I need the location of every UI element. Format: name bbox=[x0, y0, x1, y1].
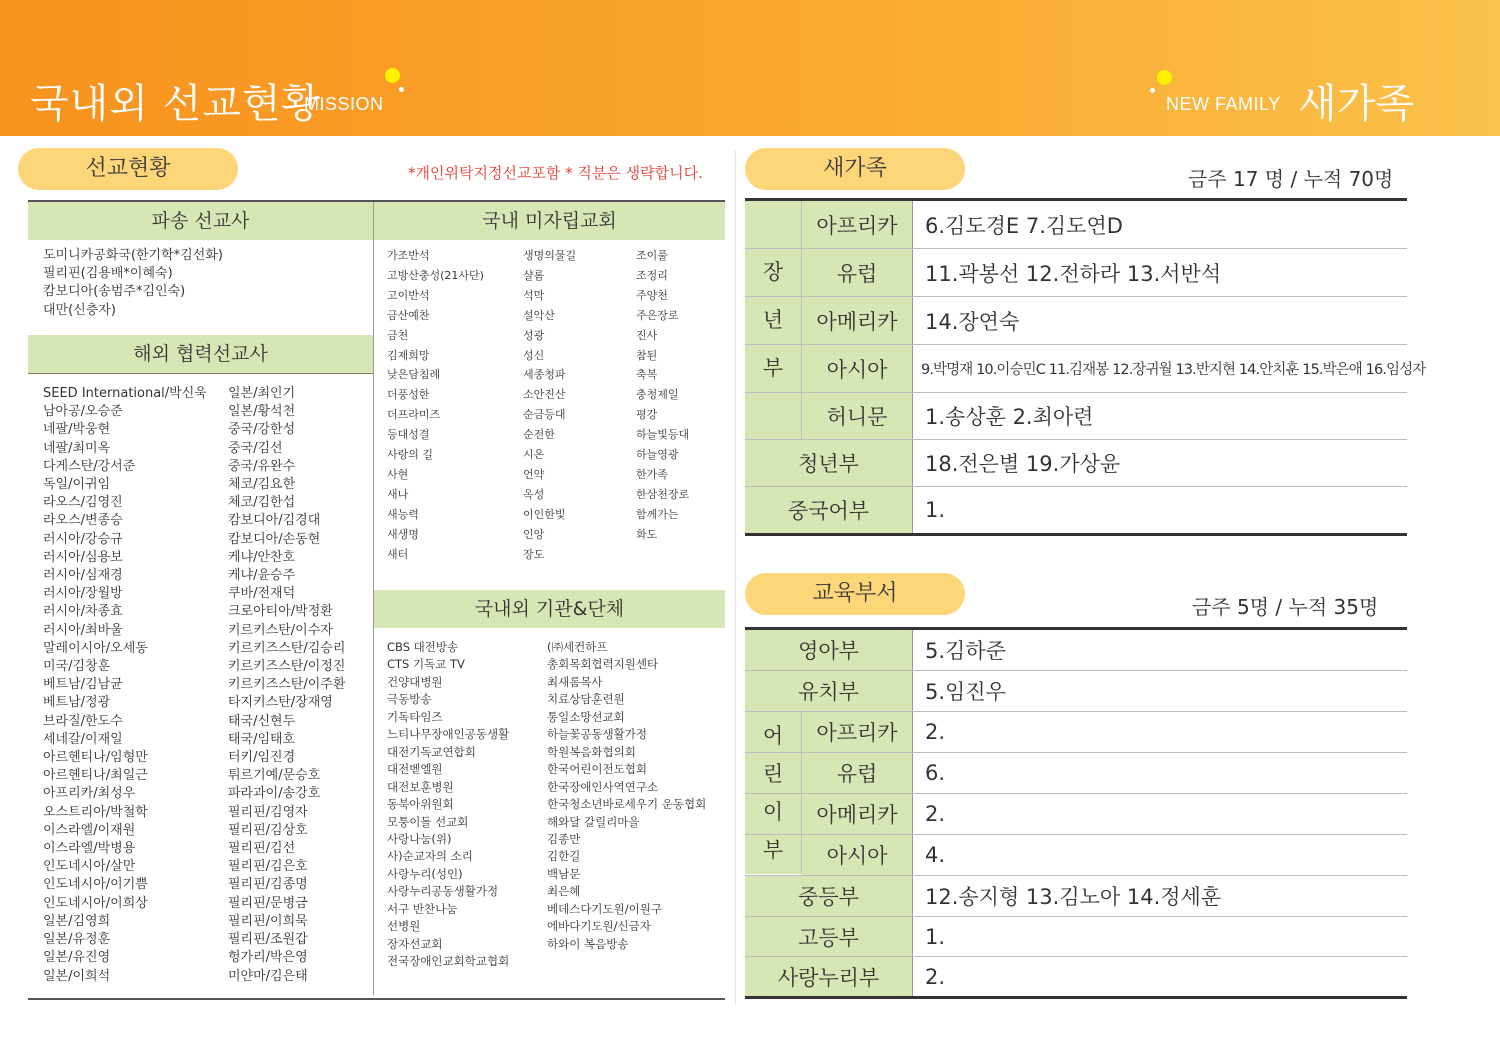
list-item: 샬롬 bbox=[523, 268, 545, 282]
list-item: 네팔/최미옥 bbox=[43, 440, 111, 456]
list-item: 사랑의 길 bbox=[387, 448, 434, 462]
institutions-list-col2 bbox=[547, 639, 706, 953]
white-dot-icon bbox=[1150, 88, 1155, 93]
list-item: 인도네시아/살만 bbox=[43, 859, 136, 875]
list-item: 아르헨티나/최일근 bbox=[43, 768, 148, 784]
mission-section-pill: 선교현황 bbox=[18, 148, 238, 190]
list-item: 생명의물길 bbox=[523, 249, 577, 262]
mission-subtitle: MISSION bbox=[304, 94, 384, 114]
list-item: 옥성 bbox=[523, 487, 545, 501]
list-item: 태국/신현두 bbox=[228, 713, 296, 729]
list-item: 가조반석 bbox=[387, 249, 430, 262]
list-item: 장자선교회 bbox=[387, 936, 443, 951]
table-row: 사랑누리부 2. bbox=[745, 957, 1407, 996]
list-item: 러시아/최바울 bbox=[43, 622, 123, 638]
list-item: 고이반석 bbox=[387, 288, 430, 302]
list-item: 네팔/박웅현 bbox=[43, 422, 111, 438]
list-item: 해와달 갈릴리마을 bbox=[547, 814, 640, 829]
overseas-list-col2 bbox=[228, 385, 345, 986]
page-divider bbox=[735, 150, 736, 1005]
list-item: 인도네시아/이희상 bbox=[43, 895, 148, 911]
list-item: 세종청파 bbox=[523, 368, 566, 382]
list-item: 필리핀/김영자 bbox=[228, 804, 308, 820]
list-item: 한삼천장로 bbox=[636, 487, 690, 501]
list-item: 필리핀/조원갑 bbox=[228, 932, 308, 948]
list-item: 성신 bbox=[523, 348, 545, 362]
table-row: 영아부 5.김하준 bbox=[745, 630, 1407, 671]
list-item: 금산예찬 bbox=[387, 308, 430, 322]
list-item: 함께가는 bbox=[636, 507, 679, 521]
list-item: 선병원 bbox=[387, 919, 421, 934]
list-item: 독일/이귀임 bbox=[43, 477, 111, 493]
newfamily-subtitle: NEW FAMILY bbox=[1166, 94, 1281, 114]
yellow-dot-icon bbox=[1157, 70, 1172, 85]
list-item: 새터 bbox=[387, 547, 409, 561]
list-item: 타지키스탄/장재영 bbox=[228, 695, 333, 711]
list-item: 축복 bbox=[636, 368, 658, 382]
list-item: 새나 bbox=[387, 487, 409, 501]
list-item: 세네갈/이재일 bbox=[43, 731, 123, 747]
table-row: 유치부 5.임진우 bbox=[745, 671, 1407, 712]
newfamily-title: 새가족 bbox=[1298, 81, 1414, 127]
list-item: 하늘빛등대 bbox=[636, 428, 690, 442]
list-item: 아프리카/최성우 bbox=[43, 786, 136, 802]
table-row: 아메리카 14.장연숙 bbox=[745, 297, 1407, 345]
list-item: 대전벧엘원 bbox=[387, 762, 443, 777]
list-item: 체코/김요한 bbox=[228, 477, 296, 493]
header-banner bbox=[0, 0, 1500, 136]
list-item: 말레이시아/오세동 bbox=[43, 640, 148, 656]
table-row: 중등부 12.송지형 13.김노아 14.정세훈 bbox=[745, 876, 1407, 917]
list-item: 이인한빛 bbox=[523, 507, 566, 521]
list-item: 캄보디아(송범주*김인숙) bbox=[43, 284, 186, 300]
list-item: 키르키스탄/이수자 bbox=[228, 622, 333, 638]
list-item: 필리핀/김은호 bbox=[228, 859, 308, 875]
list-item: 극동방송 bbox=[387, 692, 432, 707]
dispatch-header: 파송 선교사 bbox=[28, 202, 373, 240]
list-item: 헝가리/박은영 bbox=[228, 950, 308, 966]
overseas-header: 해외 협력선교사 bbox=[28, 335, 373, 374]
list-item: 김종만 bbox=[547, 831, 581, 846]
list-item: 키르키즈스탄/김승리 bbox=[228, 640, 346, 656]
institutions-list-col1 bbox=[387, 639, 509, 971]
education-count: 금주 5명 / 누적 35명 bbox=[1192, 595, 1379, 619]
table-row: 아시아 4. bbox=[745, 835, 1407, 876]
list-item: 에바다기도원/신금자 bbox=[547, 919, 651, 934]
list-item: 중국/유완수 bbox=[228, 458, 296, 474]
list-item: 시온 bbox=[523, 448, 545, 462]
list-item: 동북아위원회 bbox=[387, 797, 454, 812]
list-item: 사랑누리공동생활가정 bbox=[387, 884, 499, 899]
list-item: 인도네시아/이기쁨 bbox=[43, 877, 148, 893]
institutions-header: 국내외 기관&단체 bbox=[374, 590, 725, 628]
list-item: 최새롬목사 bbox=[547, 674, 603, 689]
list-item: 러시아/강승규 bbox=[43, 531, 123, 547]
list-item: 건양대병원 bbox=[387, 674, 443, 689]
list-item: 하와이 복음방송 bbox=[547, 936, 629, 951]
list-item: 새생명 bbox=[387, 527, 419, 541]
newfamily-table bbox=[745, 198, 1426, 536]
list-item: 총회목회협력지원센타 bbox=[547, 657, 659, 672]
children-group-label: 어 린 이 부 bbox=[745, 712, 802, 874]
list-item: 일본/황석천 bbox=[228, 404, 296, 420]
table-row: 허니문 1.송상훈 2.최아련 bbox=[745, 393, 1407, 440]
table-row: 아시아 9.박명재 10.이승민C 11.김재봉 12.장귀월 13.반지현 14.안치훈 15.박은애 16.임성자 bbox=[745, 345, 1407, 393]
list-item: 라오스/변종승 bbox=[43, 513, 123, 529]
list-item: 순금등대 bbox=[523, 408, 566, 422]
mission-note: *개인위탁지정선교포함 * 직분은 생략합니다. bbox=[408, 164, 703, 182]
overseas-list-col1 bbox=[43, 385, 207, 986]
list-item: 캄보디아/손동현 bbox=[228, 531, 321, 547]
list-item: 케냐/윤승주 bbox=[228, 568, 296, 584]
list-item: 캄보디아/김경대 bbox=[228, 513, 321, 529]
list-item: 모퉁이돌 선교회 bbox=[387, 814, 469, 829]
list-item: 진사 bbox=[636, 328, 658, 342]
list-item: 주은장로 bbox=[636, 308, 679, 322]
list-item: 더풍성한 bbox=[387, 388, 430, 402]
list-item: 기독타임즈 bbox=[387, 709, 443, 724]
list-item: 학원복음화협의회 bbox=[547, 744, 636, 759]
list-item: 필리핀/김상호 bbox=[228, 822, 308, 838]
list-item: 튀르기예/문승호 bbox=[228, 768, 321, 784]
list-item: 크로아티아/박정환 bbox=[228, 604, 333, 620]
list-item: 느티나무장애인공동생활 bbox=[387, 727, 510, 742]
table-row: 아프리카 2. bbox=[745, 712, 1407, 753]
newfamily-count: 금주 17 명 / 누적 70명 bbox=[1188, 167, 1394, 191]
list-item: 일본/이희석 bbox=[43, 968, 111, 984]
list-item: 필리핀/김종명 bbox=[228, 877, 308, 893]
domestic-list-col3 bbox=[636, 246, 689, 545]
list-item: 브라질/한도수 bbox=[43, 713, 123, 729]
table-row: 아메리카 2. bbox=[745, 794, 1407, 835]
list-item: 인앙 bbox=[523, 527, 545, 541]
list-item: 언약 bbox=[523, 467, 545, 481]
list-item: 설악산 bbox=[523, 308, 555, 322]
list-item: (㈜세컨하프 bbox=[547, 640, 608, 654]
list-item: 김한길 bbox=[547, 849, 581, 864]
list-item: 라오스/김영진 bbox=[43, 495, 123, 511]
list-item: 필리핀(김용배*이혜숙) bbox=[43, 266, 173, 282]
list-item: 순전한 bbox=[523, 428, 555, 442]
list-item: 더프라미즈 bbox=[387, 408, 441, 422]
list-item: 새능력 bbox=[387, 507, 419, 521]
list-item: 오스트리아/박철학 bbox=[43, 804, 148, 820]
list-item: 러시아/차종효 bbox=[43, 604, 123, 620]
domestic-header: 국내 미자립교회 bbox=[374, 202, 725, 240]
list-item: 러시아/심재경 bbox=[43, 568, 123, 584]
list-item: 낮은담침례 bbox=[387, 368, 441, 382]
list-item: 아르헨티나/임형만 bbox=[43, 750, 148, 766]
list-item: 한가족 bbox=[636, 467, 668, 481]
list-item: 대만(신충자) bbox=[43, 302, 116, 318]
list-item: 러시아/장월방 bbox=[43, 586, 123, 602]
list-item: 키르키즈스탄/이정진 bbox=[228, 659, 346, 675]
list-item: 하늘영광 bbox=[636, 448, 679, 462]
list-item: 조정리 bbox=[636, 268, 668, 282]
list-item: 미국/김창훈 bbox=[43, 659, 111, 675]
list-item: 일본/최인기 bbox=[228, 386, 296, 401]
list-item: 한국어린이전도협회 bbox=[547, 762, 647, 777]
table-row: 청년부 18.전은별 19.가상윤 bbox=[745, 440, 1407, 487]
list-item: 참된 bbox=[636, 348, 658, 362]
list-item: 케냐/안찬호 bbox=[228, 549, 296, 565]
youth-group-label: 장 년 부 bbox=[745, 201, 802, 439]
list-item: 최은혜 bbox=[547, 884, 581, 899]
list-item: 백남문 bbox=[547, 866, 581, 881]
table-row: 고등부 1. bbox=[745, 917, 1407, 957]
mission-title: 국내외 선교현황 bbox=[30, 81, 322, 127]
dispatch-list bbox=[43, 247, 223, 320]
list-item: 대전보훈병원 bbox=[387, 779, 454, 794]
list-item: 중국/김선 bbox=[228, 440, 283, 456]
domestic-list-col1 bbox=[387, 246, 484, 565]
list-item: 사)순교자의 소리 bbox=[387, 849, 473, 864]
table-row: 아프리카 6.김도경E 7.김도연D bbox=[745, 201, 1407, 249]
list-item: 통일소망선교회 bbox=[547, 709, 625, 724]
education-table bbox=[745, 627, 1407, 999]
list-item: 김제희망 bbox=[387, 348, 430, 362]
list-item: 석막 bbox=[523, 288, 545, 302]
list-item: 필리핀/문병금 bbox=[228, 895, 308, 911]
list-item: 이스라엘/박병용 bbox=[43, 841, 136, 857]
domestic-list-col2 bbox=[523, 246, 576, 565]
list-item: 장도 bbox=[523, 547, 545, 561]
list-item: 키르키즈스탄/이주환 bbox=[228, 677, 346, 693]
list-item: 서구 반찬나눔 bbox=[387, 901, 458, 916]
list-item: 파라과이/송강호 bbox=[228, 786, 321, 802]
list-item: 베트남/김남균 bbox=[43, 677, 123, 693]
table-row: 유럽 11.곽봉선 12.전하라 13.서반석 bbox=[745, 249, 1407, 297]
list-item: 일본/유진영 bbox=[43, 950, 111, 966]
list-item: 베데스다기도원/이원구 bbox=[547, 901, 662, 916]
list-item: 조이풀 bbox=[636, 249, 668, 262]
list-item: 평강 bbox=[636, 408, 658, 422]
list-item: 하늘꽃공동생활가정 bbox=[547, 727, 647, 742]
list-item: 남아공/오승준 bbox=[43, 404, 123, 420]
list-item: 일본/유정훈 bbox=[43, 932, 111, 948]
list-item: 러시아/심용보 bbox=[43, 549, 123, 565]
list-item: CTS 기독교 TV bbox=[387, 657, 465, 672]
list-item: 필리핀/김선 bbox=[228, 841, 296, 857]
list-item: 성광 bbox=[523, 328, 545, 342]
list-item: 사랑누리(성인) bbox=[387, 866, 463, 881]
table-row: 중국어부 1. bbox=[745, 487, 1407, 533]
list-item: 베트남/정광 bbox=[43, 695, 111, 711]
list-item: 한국청소년바로세우기 운동협회 bbox=[547, 797, 707, 812]
list-item: 소안진산 bbox=[523, 388, 566, 402]
list-item: 체코/김한섭 bbox=[228, 495, 296, 511]
list-item: CBS 대전방송 bbox=[387, 640, 459, 654]
list-item: 터키/임진경 bbox=[228, 750, 296, 766]
white-dot-icon bbox=[399, 87, 404, 92]
list-item: 이스라엘/이재원 bbox=[43, 822, 136, 838]
list-item: 필리핀/이희묵 bbox=[228, 913, 308, 929]
list-item: 등대성결 bbox=[387, 428, 430, 442]
list-item: 사랑나눔(위) bbox=[387, 831, 452, 846]
list-item: SEED International/박신욱 bbox=[43, 386, 207, 401]
list-item: 중국/강한성 bbox=[228, 422, 296, 438]
list-item: 태국/임태호 bbox=[228, 731, 296, 747]
list-item: 금천 bbox=[387, 328, 409, 342]
list-item: 충청제일 bbox=[636, 388, 679, 402]
table-row: 유럽 6. bbox=[745, 753, 1407, 794]
list-item: 한국장애인사역연구소 bbox=[547, 779, 659, 794]
list-item: 다게스탄/강서준 bbox=[43, 458, 136, 474]
list-item: 미얀마/김은태 bbox=[228, 968, 308, 984]
list-item: 사현 bbox=[387, 467, 409, 481]
list-item: 전국장애인교회학교협회 bbox=[387, 954, 510, 969]
yellow-dot-icon bbox=[385, 68, 400, 83]
list-item: 도미니카공화국(한기학*김선화) bbox=[43, 248, 223, 263]
list-item: 치료상담훈련원 bbox=[547, 692, 625, 707]
newfamily-section-pill: 새가족 bbox=[745, 148, 965, 190]
education-section-pill: 교육부서 bbox=[745, 573, 965, 615]
list-item: 대전기독교연합회 bbox=[387, 744, 476, 759]
list-item: 화도 bbox=[636, 527, 658, 541]
list-item: 주양천 bbox=[636, 288, 668, 302]
list-item: 쿠바/전재덕 bbox=[228, 586, 296, 602]
list-item: 일본/김영희 bbox=[43, 913, 111, 929]
list-item: 고방산충성(21사단) bbox=[387, 268, 484, 282]
